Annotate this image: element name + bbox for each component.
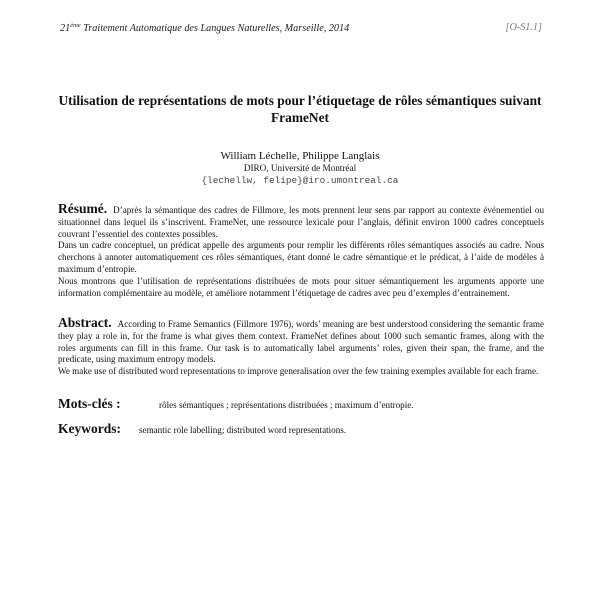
mots-cles-text: rôles sémantiques ; représentations distribuées ; maximum d’entropie. xyxy=(159,400,414,410)
resume-section xyxy=(58,203,544,299)
mots-cles-heading: Mots-clés : xyxy=(58,396,121,411)
conference-name: Traitement Automatique des Langues Naturelles, Marseille, 2014 xyxy=(80,23,350,34)
resume-paragraph xyxy=(58,203,544,240)
abstract-paragraph xyxy=(58,317,544,366)
resume-heading: Résumé. xyxy=(58,201,108,216)
running-head xyxy=(60,22,542,34)
keywords-text: semantic role labelling; distributed word representations. xyxy=(139,425,347,435)
abstract-section xyxy=(58,317,544,378)
mots-cles-section xyxy=(58,397,544,412)
abstract-heading: Abstract. xyxy=(58,315,112,330)
abstract-paragraph: We make use of distributed word representations to improve generalisation over the few training exemples available for each frame. xyxy=(58,366,539,377)
affiliation: DIRO, Université de Montréal xyxy=(243,163,357,173)
conference-number: 21 xyxy=(60,23,71,34)
paper-code: [O-S1.1] xyxy=(505,22,542,33)
author-emails: {lechellw, felipe}@iro.umontreal.ca xyxy=(201,175,399,186)
resume-text: D’après la sémantique des cadres de Fillmore, les mots prennent leur sens par rapport au contexte événementiel ou situationnel dans lequel ils s’inscrivent. FrameNet, une ressource lexicale pour l’anglais, définit environ 1000 cadres conceptuels couvrant l’essentiel des contextes possibles. xyxy=(58,205,544,239)
keywords-heading: Keywords: xyxy=(58,421,121,436)
paper-authors: William Léchelle, Philippe Langlais xyxy=(220,150,380,162)
keywords-section xyxy=(58,422,544,437)
resume-paragraph: Dans un cadre conceptuel, un prédicat appelle des arguments pour remplir les différents rôles sémantiques associés au cadre. Nous cherchons à annoter automatiquement ces rôles sémantiques, étant donné le cadre sémantique et le prédicat, à l’aide de modèles à maximum d’entropie. xyxy=(58,240,544,274)
abstract-text: According to Frame Semantics (Fillmore 1976), words’ meaning are best understood considering the semantic frame they play a role in, for the frame is what gives them context. FrameNet defines about 1000 such semantic frames, along with the roles arguments can fill in this frame. Our task is to automatically label arguments’ roles, given their span, the frame, and the predicate, using maximum entropy models. xyxy=(58,319,544,365)
resume-paragraph: Nous montrons que l’utilisation de représentations distribuées de mots pour situer sémantiquement les arguments apporte une information complémentaire au modèle, et améliore notamment l’étiquetage de cadres avec peu d’exemples d’entrainement. xyxy=(58,275,544,298)
paper-title: Utilisation de représentations de mots pour l’étiquetage de rôles sémantiques suivant FrameNet xyxy=(58,93,542,125)
conference-ordinal: ème xyxy=(70,22,81,29)
